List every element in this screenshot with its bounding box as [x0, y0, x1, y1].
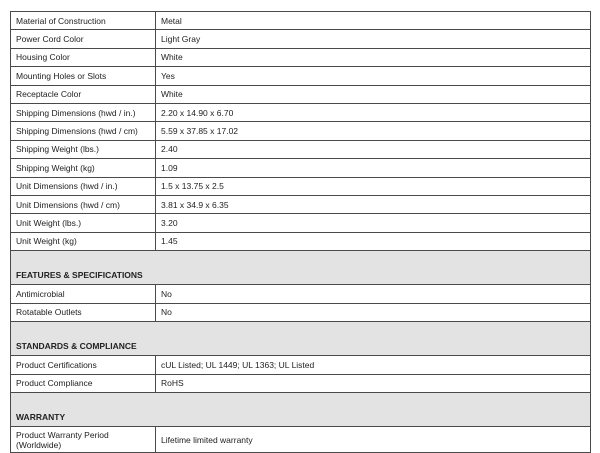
spec-label: Shipping Weight (kg) [11, 159, 156, 177]
section-header-features [11, 251, 591, 285]
spec-value: 5.59 x 37.85 x 17.02 [156, 122, 591, 140]
spec-value: No [156, 303, 591, 321]
spec-value: 2.40 [156, 140, 591, 158]
section-title: WARRANTY [11, 393, 591, 427]
table-row [11, 232, 591, 250]
spec-label: Material of Construction [11, 12, 156, 30]
table-row [11, 67, 591, 85]
spec-value: White [156, 48, 591, 66]
spec-value: cUL Listed; UL 1449; UL 1363; UL Listed [156, 356, 591, 374]
table-row [11, 427, 591, 453]
spec-value: Yes [156, 67, 591, 85]
table-row [11, 85, 591, 103]
spec-label: Product Warranty Period (Worldwide) [11, 427, 156, 453]
table-row [11, 214, 591, 232]
section-header-warranty [11, 393, 591, 427]
table-row [11, 159, 591, 177]
spec-value: 3.81 x 34.9 x 6.35 [156, 195, 591, 213]
table-row [11, 303, 591, 321]
spec-value: No [156, 285, 591, 303]
table-row [11, 140, 591, 158]
table-row [11, 374, 591, 392]
spec-label: Unit Weight (lbs.) [11, 214, 156, 232]
section-title: FEATURES & SPECIFICATIONS [11, 251, 591, 285]
spec-value: 2.20 x 14.90 x 6.70 [156, 103, 591, 121]
spec-value: 1.09 [156, 159, 591, 177]
spec-value: 1.5 x 13.75 x 2.5 [156, 177, 591, 195]
spec-value: RoHS [156, 374, 591, 392]
spec-label: Housing Color [11, 48, 156, 66]
spec-label: Product Compliance [11, 374, 156, 392]
spec-label: Unit Weight (kg) [11, 232, 156, 250]
spec-value: Light Gray [156, 30, 591, 48]
spec-label: Power Cord Color [11, 30, 156, 48]
spec-value: Lifetime limited warranty [156, 427, 591, 453]
table-row [11, 48, 591, 66]
spec-label: Rotatable Outlets [11, 303, 156, 321]
spec-label: Unit Dimensions (hwd / in.) [11, 177, 156, 195]
table-row [11, 285, 591, 303]
spec-table [10, 11, 591, 453]
spec-value: 1.45 [156, 232, 591, 250]
section-title: STANDARDS & COMPLIANCE [11, 322, 591, 356]
spec-label: Shipping Dimensions (hwd / in.) [11, 103, 156, 121]
spec-value: Metal [156, 12, 591, 30]
table-row [11, 30, 591, 48]
table-row [11, 12, 591, 30]
spec-label: Product Certifications [11, 356, 156, 374]
table-row [11, 103, 591, 121]
spec-label: Receptacle Color [11, 85, 156, 103]
spec-label: Mounting Holes or Slots [11, 67, 156, 85]
spec-label: Shipping Weight (lbs.) [11, 140, 156, 158]
spec-value: 3.20 [156, 214, 591, 232]
spec-label: Shipping Dimensions (hwd / cm) [11, 122, 156, 140]
table-row [11, 122, 591, 140]
spec-value: White [156, 85, 591, 103]
spec-label: Antimicrobial [11, 285, 156, 303]
table-row [11, 356, 591, 374]
table-row [11, 195, 591, 213]
spec-label: Unit Dimensions (hwd / cm) [11, 195, 156, 213]
table-row [11, 177, 591, 195]
section-header-standards [11, 322, 591, 356]
